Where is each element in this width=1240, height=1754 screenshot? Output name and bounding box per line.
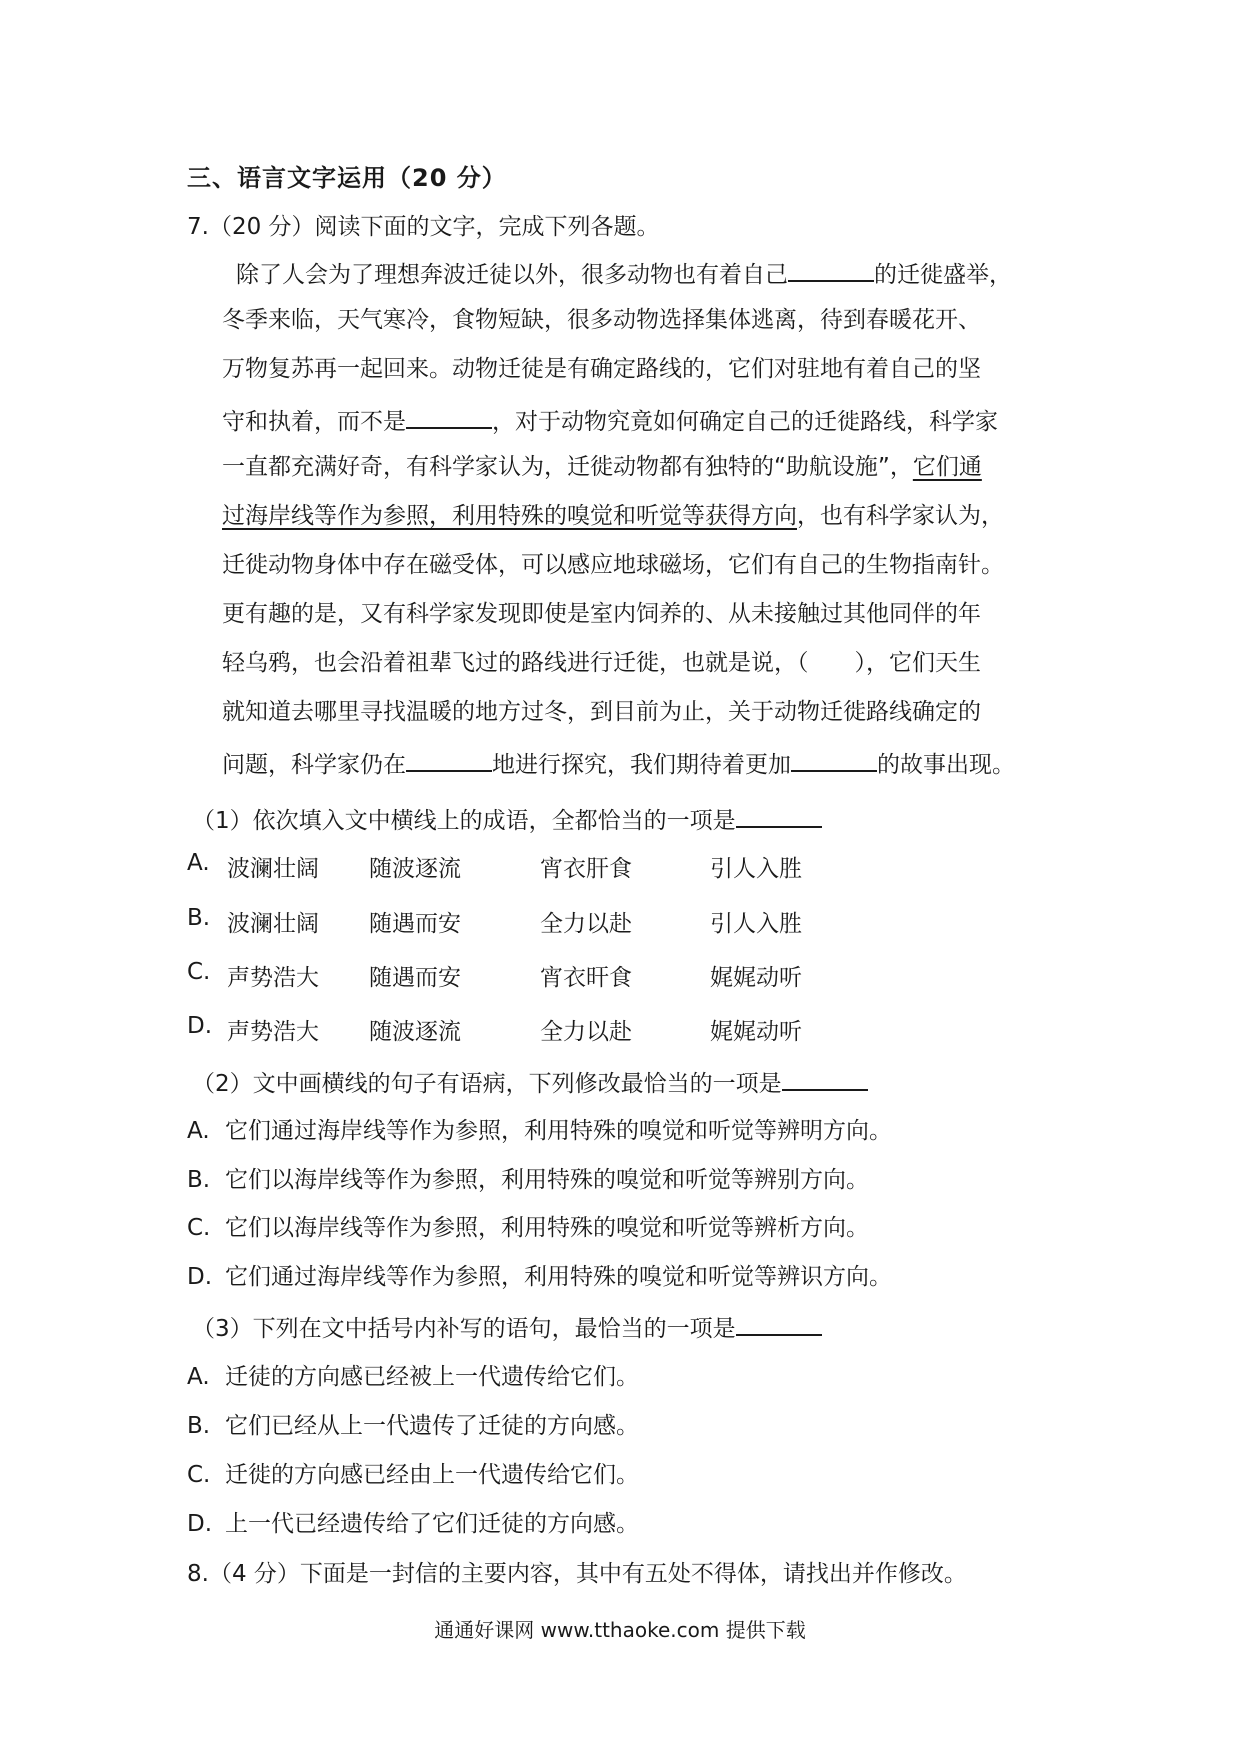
option-idiom: 随遇而安: [369, 965, 461, 991]
option-idiom: 声势浩大: [227, 1019, 319, 1045]
passage-text: 守和执着，而不是: [222, 409, 406, 435]
subquestion-text: （2）文中画横线的句子有语病，下列修改最恰当的一项是: [192, 1071, 782, 1097]
option-letter: D.: [187, 1013, 213, 1039]
option-row: [187, 1112, 892, 1145]
passage-line: 冬季来临，天气寒冷，食物短缺，很多动物选择集体逃离，待到春暖花开、: [222, 307, 981, 333]
option-letter: B.: [187, 1413, 211, 1439]
passage-line: [222, 450, 1062, 499]
option-letter: A.: [187, 850, 210, 876]
option-idiom: 波澜壮阔: [227, 856, 319, 882]
subquestion-2-stem: [192, 1063, 868, 1098]
option-idiom: 随波逐流: [369, 856, 461, 882]
option-idiom: 娓娓动听: [710, 1019, 802, 1045]
section-title: 三、语言文字运用（20 分）: [187, 164, 507, 192]
option-row: [187, 1161, 869, 1194]
passage-line: 轻乌鸦，也会沿着祖辈飞过的路线进行迁徙，也就是说，（ ），它们天生: [222, 650, 981, 676]
option-letter: C.: [187, 1215, 211, 1241]
option-letter: C.: [187, 1462, 211, 1488]
option-letter: B.: [187, 1167, 211, 1193]
option-text: 它们通过海岸线等作为参照，利用特殊的嗅觉和听觉等辨识方向。: [225, 1264, 892, 1290]
option-text: 上一代已经遗传给了它们迁徒的方向感。: [225, 1511, 639, 1537]
option-text: 它们以海岸线等作为参照，利用特殊的嗅觉和听觉等辨别方向。: [225, 1167, 869, 1193]
option-idiom: 随遇而安: [369, 911, 461, 937]
answer-blank: [736, 800, 822, 828]
option-text: 迁徒的方向感已经被上一代遗传给它们。: [225, 1364, 639, 1390]
option-text: 它们通过海岸线等作为参照，利用特殊的嗅觉和听觉等辨明方向。: [225, 1118, 892, 1144]
option-row: [187, 905, 827, 937]
page-footer: 通通好课网 www.tthaoke.com 提供下载: [434, 1618, 806, 1642]
option-row: [187, 1258, 892, 1291]
passage-text: 的迁徙盛举，: [874, 262, 1012, 288]
option-letter: D.: [187, 1511, 213, 1537]
passage-line: [222, 499, 1062, 548]
option-idiom: 引人入胜: [710, 856, 802, 882]
subquestion-1-stem: [192, 800, 822, 835]
passage-text: ，也有科学家认为，: [797, 503, 1004, 529]
option-idiom: 全力以赴: [540, 1019, 632, 1045]
passage-line: 万物复苏再一起回来。动物迁徒是有确定路线的，它们对驻地有着自己的坚: [222, 356, 981, 382]
passage-text: 的故事出现。: [877, 752, 1015, 778]
option-row: [187, 850, 827, 882]
option-idiom: 宵衣旰食: [540, 965, 632, 991]
option-text: 它们以海岸线等作为参照，利用特殊的嗅觉和听觉等辨析方向。: [225, 1215, 869, 1241]
option-row: [187, 1505, 639, 1538]
option-row: [187, 1209, 869, 1242]
fill-blank: [406, 401, 492, 429]
reading-passage: [222, 254, 1062, 793]
option-idiom: 宵衣肝食: [540, 856, 632, 882]
passage-text: 地进行探究，我们期待着更加: [492, 752, 791, 778]
passage-text: ，对于动物究竟如何确定自己的迁徙路线，科学家: [492, 409, 998, 435]
option-row: [187, 1013, 827, 1045]
passage-text: 一直都充满好奇，有科学家认为，迁徙动物都有独特的“助航设施”，: [222, 454, 913, 480]
option-idiom: 全力以赴: [540, 911, 632, 937]
option-letter: B.: [187, 905, 211, 931]
passage-line: [222, 744, 1062, 793]
option-row: [187, 1407, 639, 1440]
passage-line: 就知道去哪里寻找温暖的地方过冬，到目前为止，关于动物迁徙路线确定的: [222, 699, 981, 725]
subquestion-3-stem: [192, 1308, 822, 1343]
option-row: [187, 959, 827, 991]
underlined-sentence: 过海岸线等作为参照，利用特殊的嗅觉和听觉等获得方向: [222, 503, 797, 529]
option-idiom: 随波逐流: [369, 1019, 461, 1045]
option-row: [187, 1456, 639, 1489]
option-idiom: 声势浩大: [227, 965, 319, 991]
option-letter: A.: [187, 1118, 210, 1144]
answer-blank: [736, 1308, 822, 1336]
option-text: 迁徙的方向感已经由上一代遗传给它们。: [225, 1462, 639, 1488]
option-idiom: 波澜壮阔: [227, 911, 319, 937]
option-idiom: 娓娓动听: [710, 965, 802, 991]
fill-blank: [406, 744, 492, 772]
option-row: [187, 1358, 639, 1391]
passage-line: 迁徙动物身体中存在磁受体，可以感应地球磁场，它们有自己的生物指南针。: [222, 552, 1004, 578]
option-letter: C.: [187, 959, 211, 985]
passage-text: 除了人会为了理想奔波迁徒以外，很多动物也有着自己: [236, 262, 788, 288]
passage-line: [222, 401, 1062, 450]
subquestion-text: （3）下列在文中括号内补写的语句，最恰当的一项是: [192, 1316, 736, 1342]
subquestion-text: （1）依次填入文中横线上的成语，全都恰当的一项是: [192, 808, 736, 834]
underlined-sentence: 它们通: [912, 454, 982, 480]
option-idiom: 引人入胜: [710, 911, 802, 937]
option-letter: D.: [187, 1264, 213, 1290]
fill-blank: [788, 254, 874, 282]
passage-line: 更有趣的是，又有科学家发现即使是室内饲养的、从未接触过其他同伴的年: [222, 601, 981, 627]
option-text: 它们已经从上一代遗传了迁徒的方向感。: [225, 1413, 639, 1439]
fill-blank: [791, 744, 877, 772]
answer-blank: [782, 1063, 868, 1091]
passage-line: [222, 254, 1062, 303]
option-letter: A.: [187, 1364, 210, 1390]
question-7-intro: 7.（20 分）阅读下面的文字，完成下列各题。: [187, 214, 660, 240]
question-8-intro: 8.（4 分）下面是一封信的主要内容，其中有五处不得体，请找出并作修改。: [187, 1561, 967, 1587]
passage-text: 问题，科学家仍在: [222, 752, 406, 778]
